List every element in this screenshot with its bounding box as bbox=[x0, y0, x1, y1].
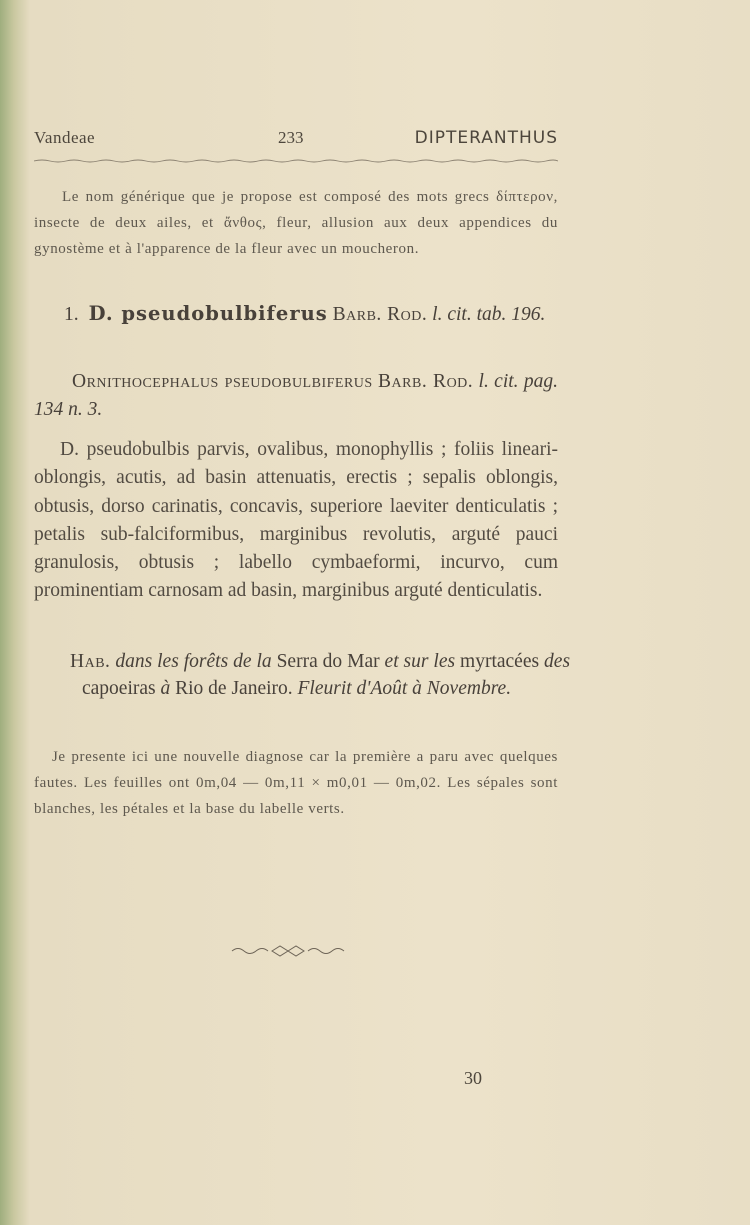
species-name: D. pseudobulbiferus bbox=[88, 302, 328, 325]
species-number: 1. bbox=[64, 304, 79, 325]
synonym-paragraph bbox=[34, 368, 558, 424]
species-author: Barb. Rod. bbox=[332, 304, 428, 325]
habitat-text: des bbox=[544, 651, 571, 672]
author-note: Je presente ici une nouvelle diagnose car la première a paru avec quelques fautes. Les feuilles ont 0m,04 — 0m,11 × m0,01 — 0m,02. Les sépales sont blanches, les pétales et la base du labelle verts. bbox=[34, 749, 558, 817]
habitat-place: capoeiras bbox=[82, 678, 156, 699]
etymology-paragraph: Le nom générique que je propose est composé des mots grecs δίπτερον, insecte de deux ailes, et ἄνθος, fleur, allusion aux deux appendices du gynostème et à l'apparence de la fleur avec un moucheron. bbox=[34, 189, 558, 257]
flowering-period: Fleurit d'Août à Novembre. bbox=[297, 678, 512, 699]
habitat-place: Rio de Janeiro. bbox=[175, 678, 293, 699]
habitat-text: et sur les bbox=[384, 651, 456, 672]
habitat-text: à bbox=[160, 678, 171, 699]
habitat-text: dans les forêts de la bbox=[115, 651, 272, 672]
habitat-paragraph bbox=[70, 648, 570, 702]
species-reference: l. cit. tab. 196. bbox=[432, 304, 546, 325]
ornament-divider bbox=[230, 944, 346, 958]
habitat-place: Serra do Mar bbox=[276, 651, 380, 672]
synonym-name: Ornithocephalus pseudobulbiferus bbox=[72, 371, 373, 392]
header-rule bbox=[34, 158, 558, 164]
habitat-host: myrtacées bbox=[460, 651, 540, 672]
synonym-reference: l. cit. pag. 134 n. 3. bbox=[34, 371, 559, 420]
running-header bbox=[34, 128, 558, 152]
header-genus: DIPTERANTHUS bbox=[414, 128, 558, 148]
species-heading bbox=[34, 300, 558, 329]
synonym-author: Barb. Rod. bbox=[378, 371, 474, 392]
signature-number: 30 bbox=[464, 1068, 482, 1088]
latin-diagnosis: D. pseudobulbis parvis, ovalibus, monophyllis ; foliis lineari-oblongis, acutis, ad basin attenuatis, erectis ; sepalis oblongis, obtusis, dorso carinatis, concavis, superiore laeviter denticulatis ; petalis sub-falciformibus, marginibus revolutis, arguté pauci granulosis, obtusis ; labello cymbaeformi, incurvo, cum prominentiam carnosam ad basin, marginibus arguté denticulatis. bbox=[34, 439, 558, 602]
habitat-label: Hab. bbox=[70, 651, 111, 672]
header-page-number: 233 bbox=[278, 128, 304, 147]
header-tribe: Vandeae bbox=[34, 128, 96, 147]
